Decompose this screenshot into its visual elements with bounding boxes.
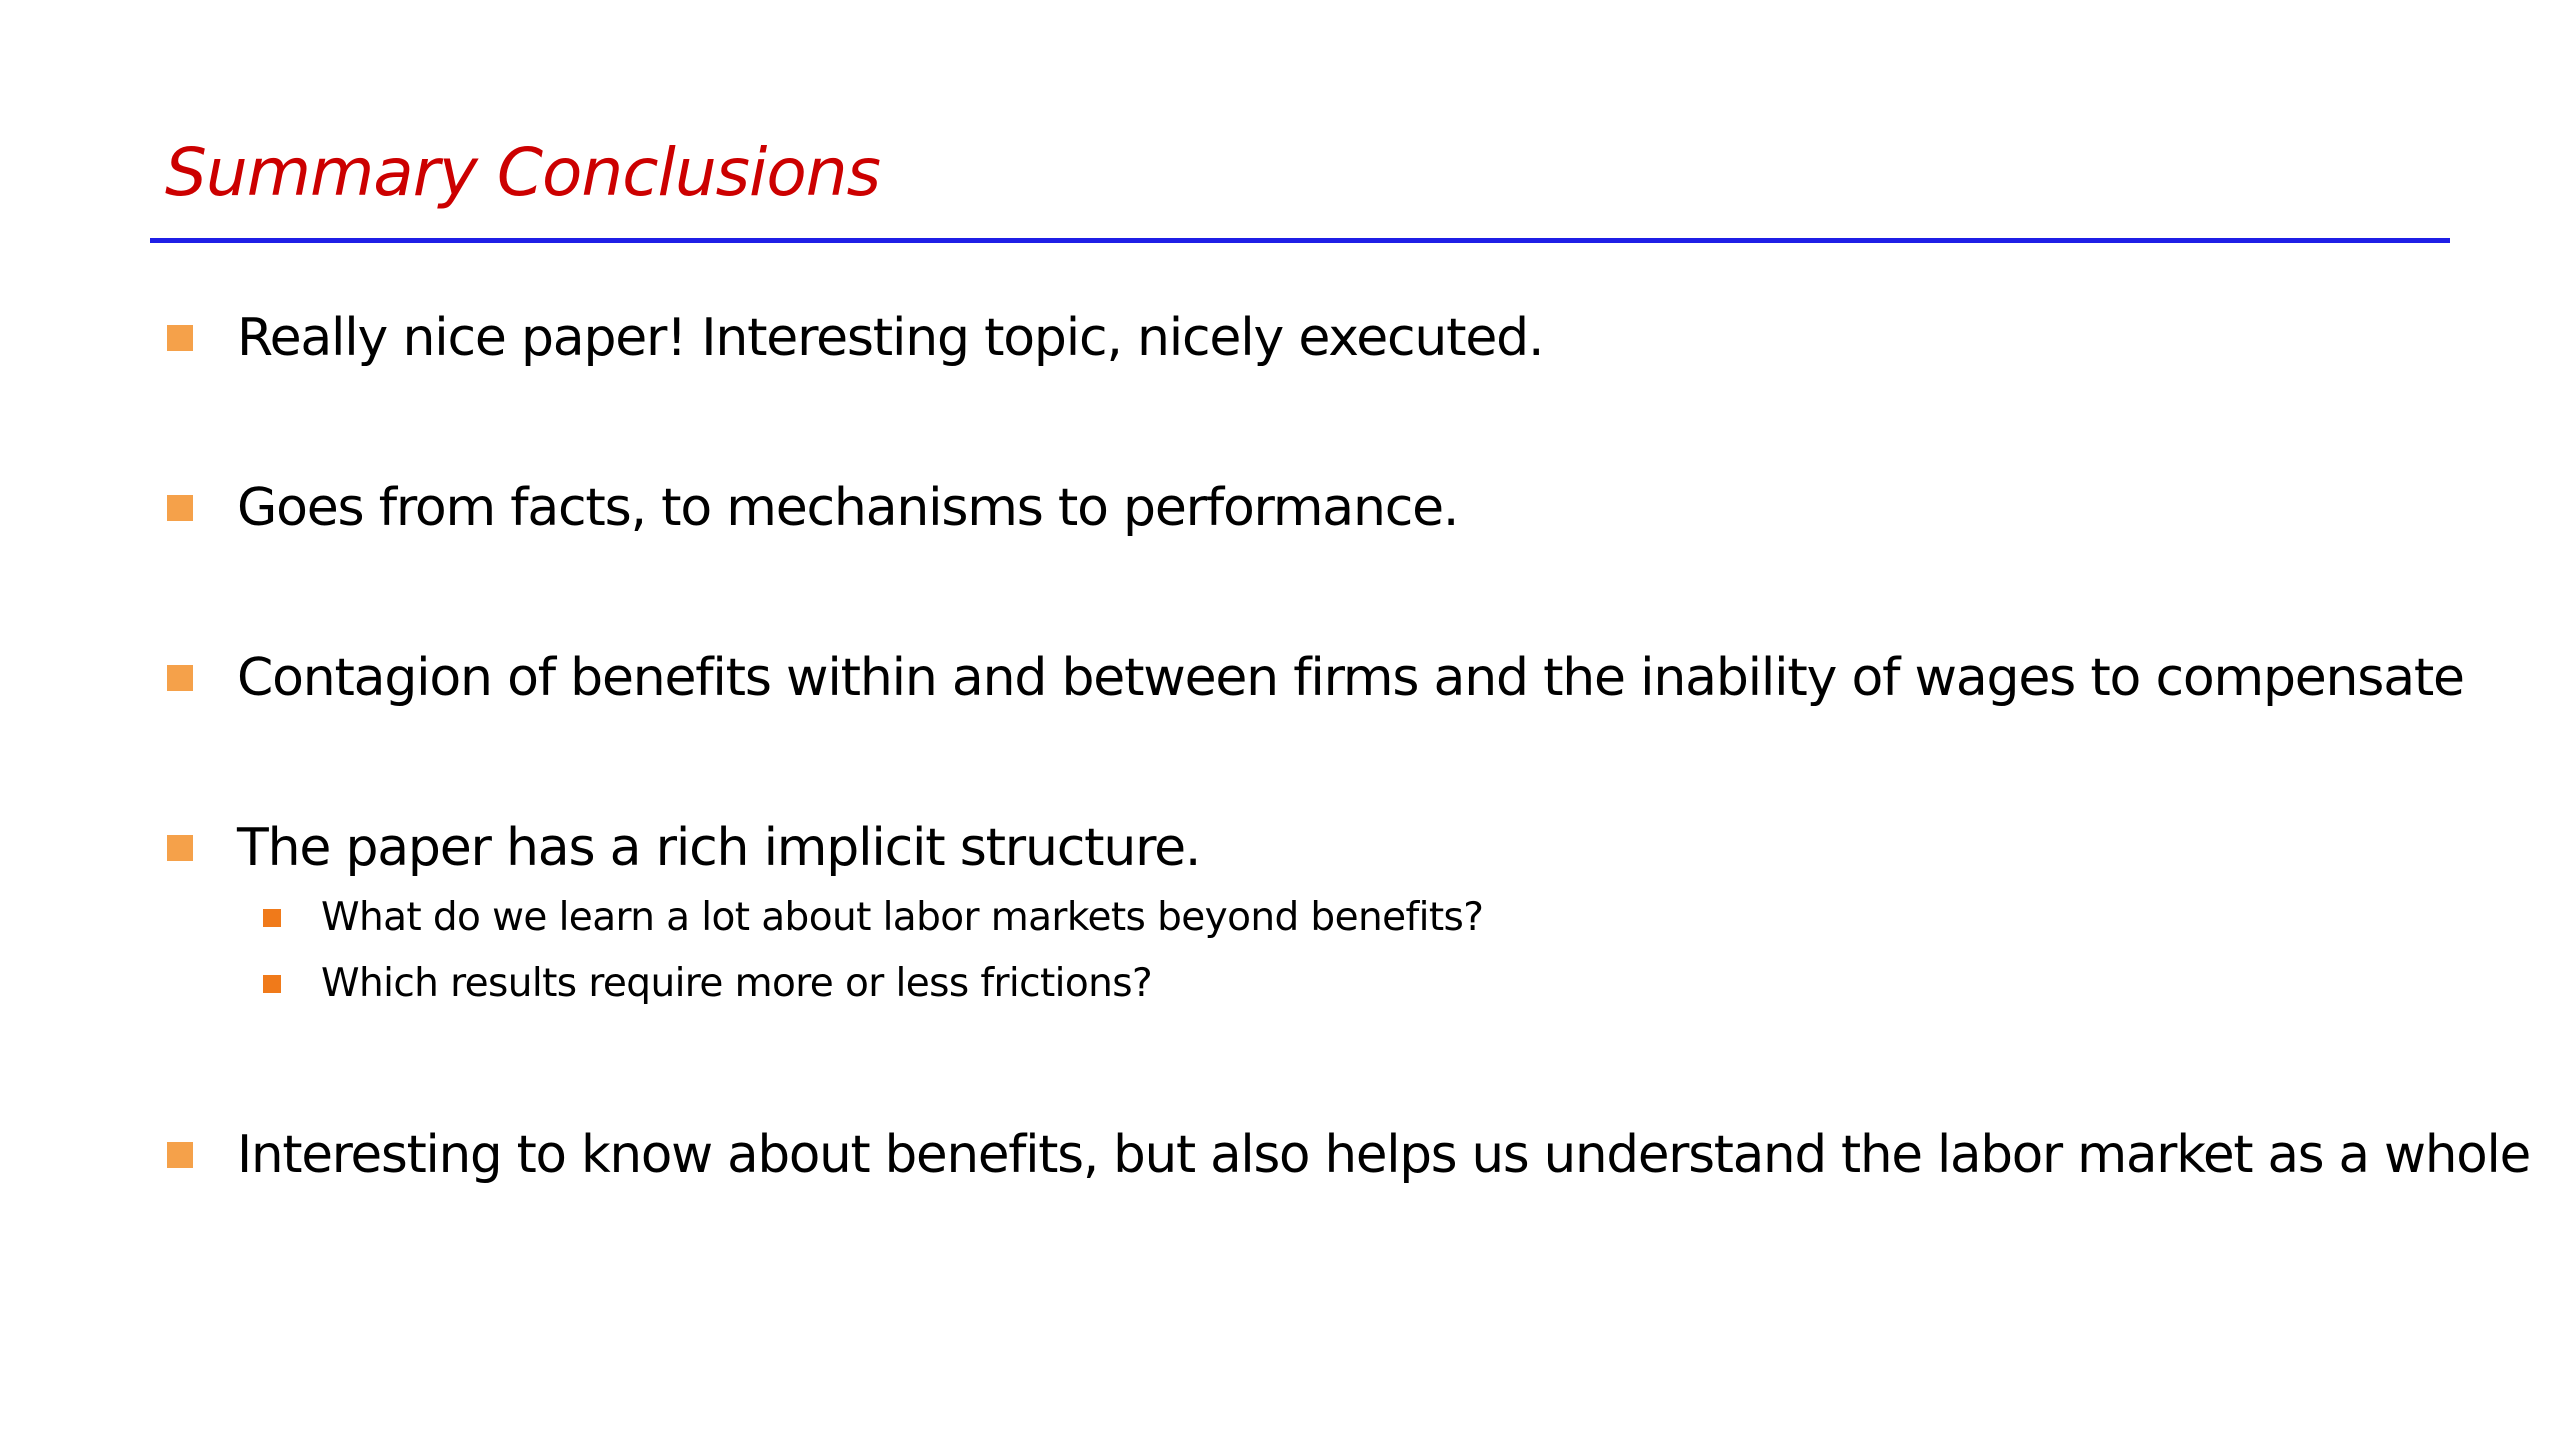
sub-bullet-item: [0, 954, 2560, 1014]
bullet-item: [0, 298, 2560, 378]
square-bullet-icon: [167, 1142, 193, 1168]
bullet-item: [0, 638, 2560, 718]
square-bullet-icon: [167, 495, 193, 521]
sub-bullet-item: [0, 888, 2560, 948]
sub-bullet-text: What do we learn a lot about labor markets beyond benefits?: [321, 895, 1484, 940]
bullet-text: Really nice paper! Interesting topic, nicely executed.: [237, 308, 1544, 368]
square-bullet-icon: [167, 835, 193, 861]
bullet-text: Contagion of benefits within and between firms and the inability of wages to compensate: [237, 648, 2464, 708]
bullet-text: Interesting to know about benefits, but also helps us understand the labor market as a whole: [237, 1125, 2530, 1185]
sub-bullet-text: Which results require more or less frictions?: [321, 961, 1153, 1006]
bullet-item: [0, 468, 2560, 548]
square-sub-bullet-icon: [263, 909, 281, 927]
square-bullet-icon: [167, 665, 193, 691]
bullet-item: [0, 808, 2560, 888]
bullet-text: The paper has a rich implicit structure.: [237, 818, 1201, 878]
slide-title: Summary Conclusions: [165, 134, 880, 211]
bullet-text: Goes from facts, to mechanisms to performance.: [237, 478, 1459, 538]
bullet-item: [0, 1115, 2560, 1195]
square-bullet-icon: [167, 325, 193, 351]
square-sub-bullet-icon: [263, 975, 281, 993]
title-divider: [150, 238, 2450, 243]
